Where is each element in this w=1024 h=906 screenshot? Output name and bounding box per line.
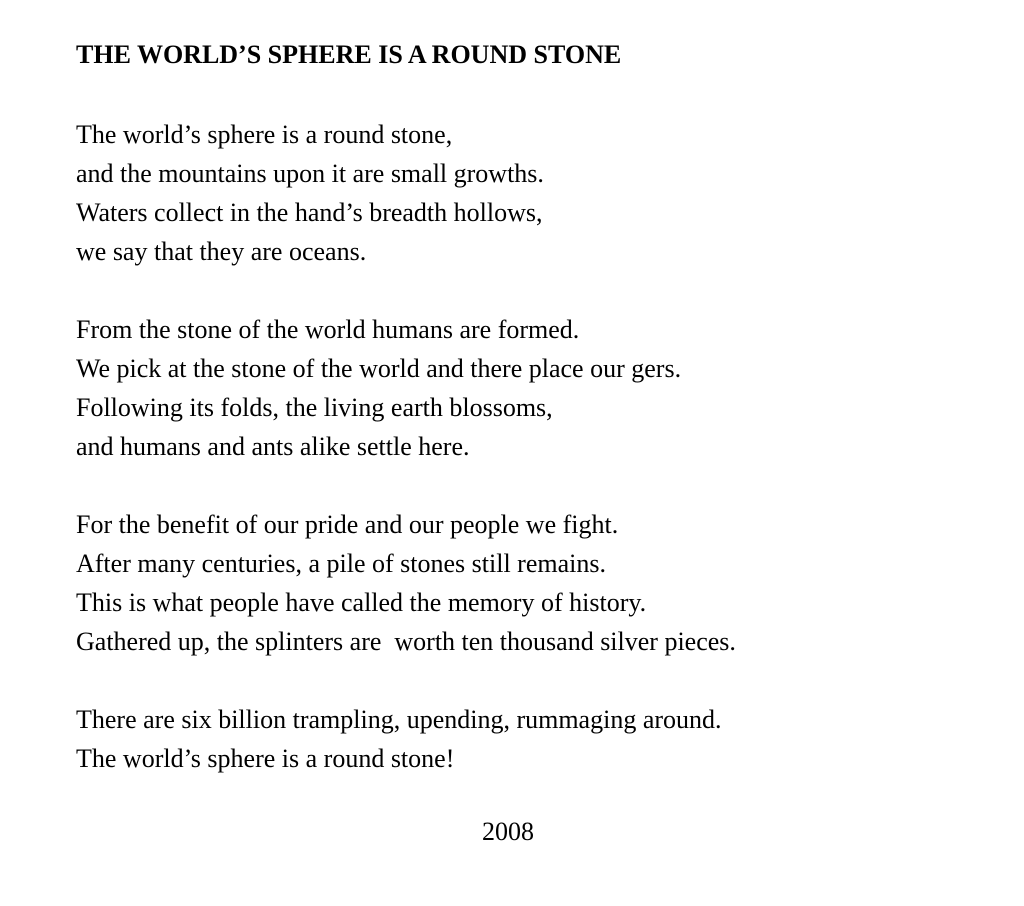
poem-line: This is what people have called the memory of history. [76, 588, 647, 617]
poem-year [76, 812, 1006, 851]
poem-line: and humans and ants alike settle here. [76, 432, 470, 461]
stanza-3 [76, 505, 1006, 661]
poem-line: The world’s sphere is a round stone! [76, 744, 455, 773]
poem-line: There are six billion trampling, upending, rummaging around. [76, 705, 722, 734]
poem-year-text: 2008 [482, 817, 534, 846]
stanza-4 [76, 700, 1006, 778]
poem-line: Waters collect in the hand’s breadth hollows, [76, 198, 543, 227]
poem-line: Gathered up, the splinters are worth ten thousand silver pieces. [76, 627, 736, 656]
poem-line: The world’s sphere is a round stone, [76, 120, 453, 149]
stanza-2 [76, 310, 1006, 466]
poem-line: Following its folds, the living earth blossoms, [76, 393, 553, 422]
poem-line: and the mountains upon it are small growths. [76, 159, 544, 188]
poem-line: From the stone of the world humans are formed. [76, 315, 580, 344]
stanza-1 [76, 115, 1006, 271]
poem-line: We pick at the stone of the world and there place our gers. [76, 354, 682, 383]
poem-line: we say that they are oceans. [76, 237, 367, 266]
poem-line: After many centuries, a pile of stones still remains. [76, 549, 606, 578]
poem-title: THE WORLD’S SPHERE IS A ROUND STONE [76, 40, 622, 69]
poem-line: For the benefit of our pride and our people we fight. [76, 510, 619, 539]
poem-page [76, 38, 1006, 846]
